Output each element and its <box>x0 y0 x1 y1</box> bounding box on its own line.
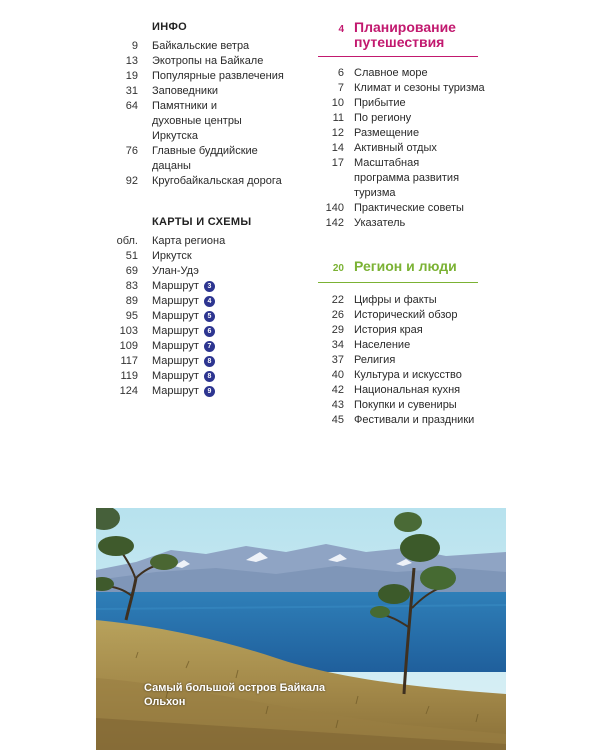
entry-title: Маршрут <box>152 310 199 322</box>
page-number: 140 <box>325 202 344 214</box>
entry-title: Заповедники <box>152 85 219 97</box>
region-list-item <box>318 353 488 368</box>
page-number: 117 <box>120 355 138 367</box>
route-number-badge: 4 <box>204 296 215 307</box>
region-page-number: 20 <box>332 263 344 274</box>
route-number-badge: 9 <box>204 386 215 397</box>
entry-title: Цифры и факты <box>354 294 437 306</box>
planning-list-item <box>318 216 488 231</box>
page-number: 42 <box>331 384 344 396</box>
info-list-item <box>100 84 300 99</box>
page-number: 103 <box>119 325 138 337</box>
planning-list-item <box>318 96 488 111</box>
entry-title: Карта региона <box>152 235 226 247</box>
page-number: 83 <box>125 280 138 292</box>
page-number: 119 <box>120 370 138 382</box>
page-number: 26 <box>331 309 344 321</box>
region-list-item <box>318 323 488 338</box>
planning-title-line1: Планирование <box>354 19 456 35</box>
planning-section-title <box>354 20 456 50</box>
page-number: 12 <box>331 127 344 139</box>
info-list <box>100 39 300 189</box>
map-list-item <box>100 339 300 354</box>
map-list-item <box>100 369 300 384</box>
page-number: 11 <box>332 112 344 124</box>
map-list-item <box>100 384 300 399</box>
planning-title-line2: путешествия <box>354 34 445 50</box>
maps-section-heading <box>100 215 300 230</box>
info-list-item <box>100 144 300 174</box>
caption-line2: Ольхон <box>144 696 186 708</box>
entry-title: Исторический обзор <box>354 309 458 321</box>
map-list-item <box>100 324 300 339</box>
region-list <box>318 293 488 428</box>
planning-list-item <box>318 126 488 141</box>
page-number: 124 <box>119 385 138 397</box>
region-list-item <box>318 413 488 428</box>
region-divider <box>318 282 478 283</box>
planning-list-item <box>318 66 488 81</box>
map-list-item <box>100 294 300 309</box>
entry-title: Указатель <box>354 217 406 229</box>
region-list-item <box>318 308 488 323</box>
planning-list-item <box>318 156 488 201</box>
page-number: 13 <box>125 55 138 67</box>
lake-baikal-landscape-image <box>96 508 506 750</box>
info-list-item <box>100 99 300 144</box>
entry-title: Культура и искусство <box>354 369 462 381</box>
page-number: 51 <box>125 250 138 262</box>
entry-title: Активный отдых <box>354 142 437 154</box>
page-number: 109 <box>119 340 138 352</box>
page-number: 31 <box>125 85 138 97</box>
page-number: 92 <box>125 175 138 187</box>
page-number: 14 <box>331 142 344 154</box>
entry-title: Маршрут <box>152 340 199 352</box>
info-section-title: ИНФО <box>152 21 187 33</box>
entry-title: Религия <box>354 354 396 366</box>
page-number: 17 <box>331 157 344 169</box>
entry-title: Славное море <box>354 67 428 79</box>
entry-title: Национальная кухня <box>354 384 461 396</box>
page-number: 89 <box>125 295 138 307</box>
region-section-title: Регион и люди <box>354 258 457 274</box>
map-list-item <box>100 279 300 294</box>
page-number: 43 <box>331 399 344 411</box>
olkhon-photo <box>96 508 506 750</box>
info-section-heading <box>100 20 300 35</box>
page-number: 37 <box>331 354 344 366</box>
map-list-item <box>100 249 300 264</box>
entry-title: Население <box>354 339 411 351</box>
planning-list-item <box>318 141 488 156</box>
entry-title: Маршрут <box>152 385 199 397</box>
page-number: 45 <box>331 414 344 426</box>
page-number: 9 <box>131 40 138 52</box>
maps-section-title: КАРТЫ И СХЕМЫ <box>152 216 252 228</box>
region-list-item <box>318 338 488 353</box>
photo-caption <box>144 681 325 709</box>
entry-title: По региону <box>354 112 412 124</box>
entry-title: Практические советы <box>354 202 464 214</box>
region-list-item <box>318 368 488 383</box>
entry-title: Маршрут <box>152 325 199 337</box>
caption-line1: Самый большой остров Байкала <box>144 682 326 694</box>
region-list-item <box>318 383 488 398</box>
entry-title: Масштабная программа развития туризма <box>354 157 460 199</box>
entry-title: Главные буддийские дацаны <box>152 145 258 172</box>
entry-title: Популярные развлечения <box>152 70 284 82</box>
map-list-item <box>100 309 300 324</box>
right-column <box>318 20 488 428</box>
entry-title: Экотропы на Байкале <box>152 55 264 67</box>
region-section-heading <box>318 259 488 274</box>
entry-title: Прибытие <box>354 97 406 109</box>
map-list-item <box>100 264 300 279</box>
page-number: обл. <box>116 235 138 247</box>
entry-title: История края <box>354 324 423 336</box>
entry-title: Улан-Удэ <box>152 265 199 277</box>
route-number-badge: 3 <box>204 281 215 292</box>
info-list-item <box>100 39 300 54</box>
page-number: 34 <box>331 339 344 351</box>
page-number: 142 <box>325 217 344 229</box>
planning-list-item <box>318 111 488 126</box>
page-number: 10 <box>331 97 344 109</box>
route-number-badge: 8 <box>204 356 215 367</box>
planning-page-number: 4 <box>338 24 344 35</box>
entry-title: Кругобайкальская дорога <box>152 175 282 187</box>
maps-list <box>100 234 300 399</box>
page-number: 40 <box>331 369 344 381</box>
entry-title: Фестивали и праздники <box>354 414 475 426</box>
map-list-item <box>100 354 300 369</box>
info-list-item <box>100 54 300 69</box>
entry-title: Байкальские ветра <box>152 40 250 52</box>
route-number-badge: 6 <box>204 326 215 337</box>
page-number: 22 <box>331 294 344 306</box>
entry-title: Маршрут <box>152 295 199 307</box>
page-number: 29 <box>331 324 344 336</box>
left-column <box>100 20 300 399</box>
info-list-item <box>100 174 300 189</box>
entry-title: Иркутск <box>152 250 192 262</box>
entry-title: Размещение <box>354 127 420 139</box>
map-list-item <box>100 234 300 249</box>
page-number: 7 <box>337 82 344 94</box>
route-number-badge: 7 <box>204 341 215 352</box>
info-list-item <box>100 69 300 84</box>
page-number: 6 <box>337 67 344 79</box>
region-list-item <box>318 398 488 413</box>
region-list-item <box>318 293 488 308</box>
page-number: 19 <box>125 70 138 82</box>
page-number: 95 <box>125 310 138 322</box>
entry-title: Маршрут <box>152 280 199 292</box>
page-number: 76 <box>125 145 138 157</box>
planning-list <box>318 66 488 231</box>
entry-title: Покупки и сувениры <box>354 399 457 411</box>
entry-title: Памятники и духовные центры Иркутска <box>152 100 242 142</box>
entry-title: Маршрут <box>152 370 199 382</box>
page-number: 64 <box>125 100 138 112</box>
route-number-badge: 8 <box>204 371 215 382</box>
planning-list-item <box>318 201 488 216</box>
page-number: 69 <box>125 265 138 277</box>
route-number-badge: 5 <box>204 311 215 322</box>
planning-divider <box>318 56 478 57</box>
entry-title: Климат и сезоны туризма <box>354 82 485 94</box>
planning-section-heading <box>318 20 488 50</box>
entry-title: Маршрут <box>152 355 199 367</box>
planning-list-item <box>318 81 488 96</box>
